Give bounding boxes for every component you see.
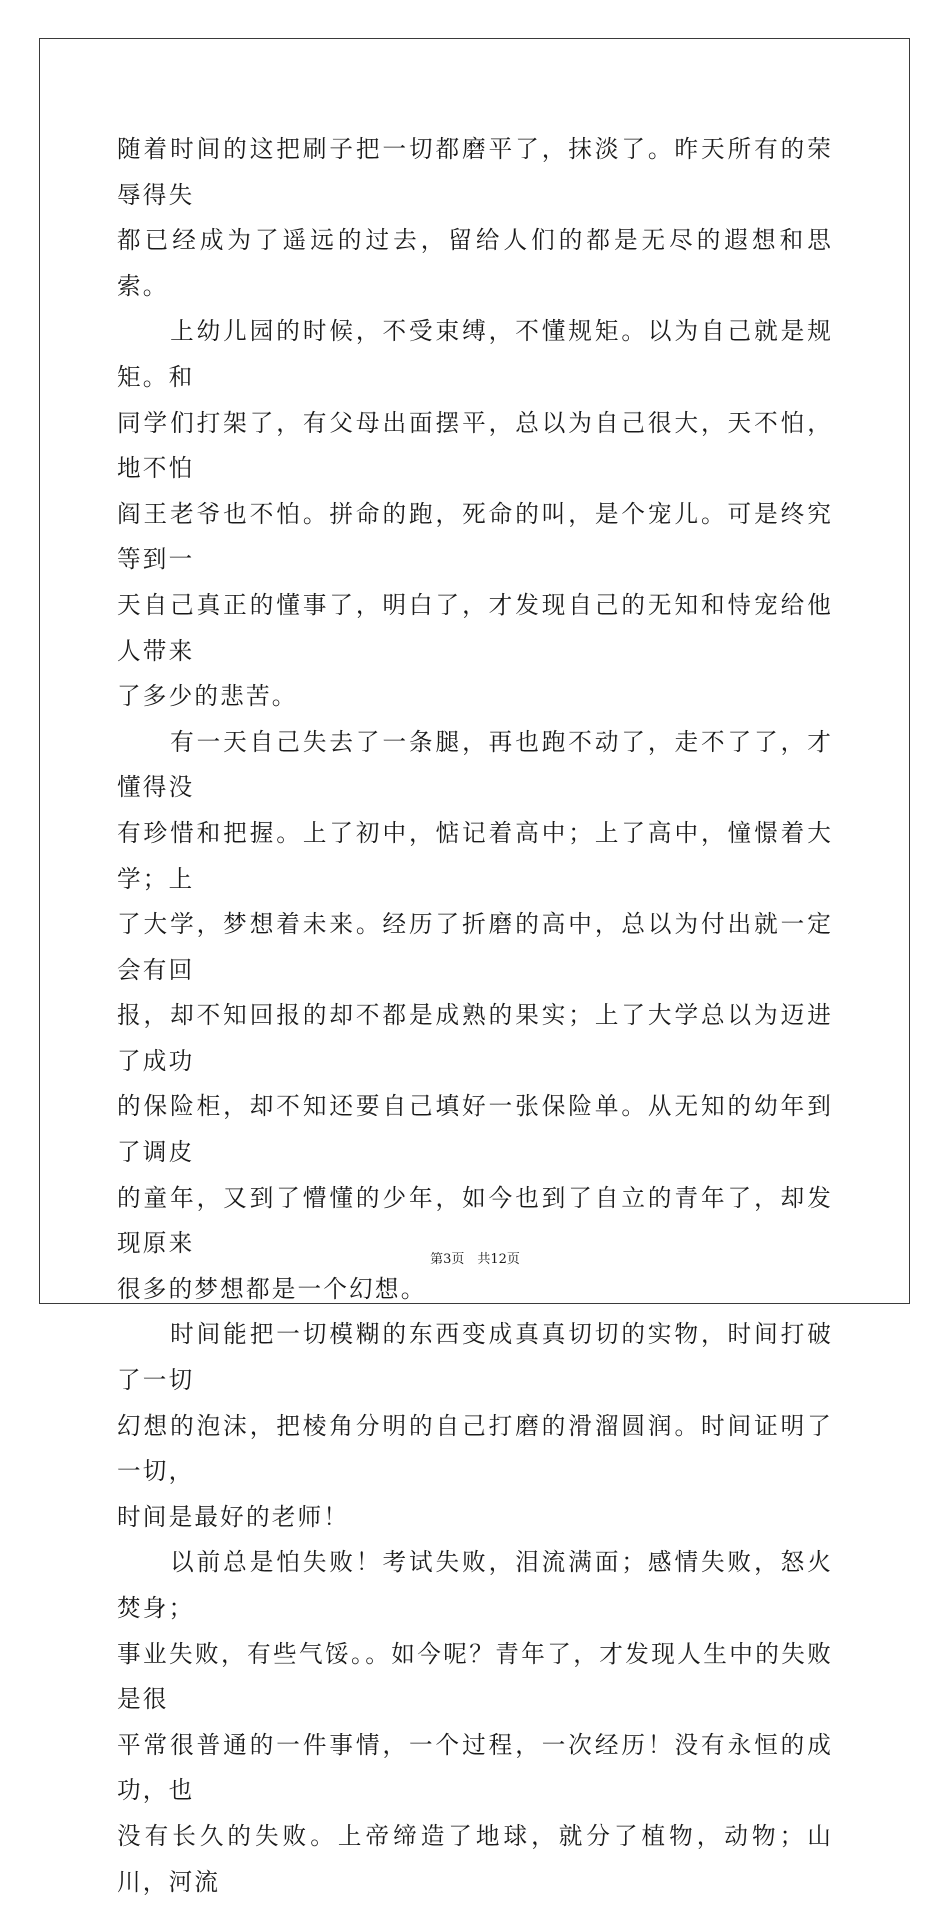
paragraph: [117, 309, 833, 719]
text-line: 的童年，又到了懵懂的少年，如今也到了自立的青年了，却发现原来: [117, 1183, 833, 1258]
paragraph: [117, 127, 833, 309]
text-line: 的保险柜，却不知还要自己填好一张保险单。从无知的幼年到了调皮: [117, 1092, 833, 1167]
text-line: 平常很普通的一件事情，一个过程，一次经历！没有永恒的成功，也: [117, 1730, 833, 1805]
text-line: 时间是最好的老师！: [117, 1502, 350, 1531]
text-line: 以前总是怕失败！考试失败，泪流满面；感情失败，怒火焚身；: [117, 1548, 833, 1622]
text-line: 天自己真正的懂事了，明白了，才发现自己的无知和恃宠给他人带来: [117, 590, 833, 665]
text-line: 同学们打架了，有父母出面摆平，总以为自己很大，天不怕，地不怕: [117, 408, 833, 483]
paragraph: [117, 1540, 833, 1905]
text-line: 报，却不知回报的却不都是成熟的果实；上了大学总以为迈进了成功: [117, 1001, 833, 1075]
text-line: 了多少的悲苦。: [117, 682, 298, 711]
text-line: 都已经成为了遥远的过去，留给人们的都是无尽的遐想和思索。: [117, 226, 833, 300]
text-line: 很多的梦想都是一个幻想。: [117, 1274, 427, 1303]
paragraph: [117, 1312, 833, 1540]
text-line: 事业失败，有些气馁。。如今呢？青年了，才发现人生中的失败是很: [117, 1639, 833, 1714]
document-body: [117, 127, 833, 1905]
paragraph: [117, 720, 833, 1313]
text-line: 上幼儿园的时候，不受束缚，不懂规矩。以为自己就是规矩。和: [117, 317, 833, 391]
text-line: 随着时间的这把刷子把一切都磨平了，抹淡了。昨天所有的荣辱得失: [117, 135, 833, 209]
text-line: 时间能把一切模糊的东西变成真真切切的实物，时间打破了一切: [117, 1320, 833, 1395]
text-line: 了大学，梦想着未来。经历了折磨的高中，总以为付出就一定会有回: [117, 910, 833, 984]
text-line: 幻想的泡沫，把棱角分明的自己打磨的滑溜圆润。时间证明了一切，: [117, 1411, 833, 1486]
text-line: 没有长久的失败。上帝缔造了地球，就分了植物，动物；山川，河流: [117, 1821, 833, 1896]
page-number-footer: 第3页 共12页: [430, 1252, 520, 1267]
text-line: 阎王老爷也不怕。拼命的跑，死命的叫，是个宠儿。可是终究等到一: [117, 499, 833, 574]
text-line: 有一天自己失去了一条腿，再也跑不动了，走不了了，才懂得没: [117, 727, 833, 802]
text-line: 有珍惜和把握。上了初中，惦记着高中；上了高中，憧憬着大学；上: [117, 818, 833, 893]
